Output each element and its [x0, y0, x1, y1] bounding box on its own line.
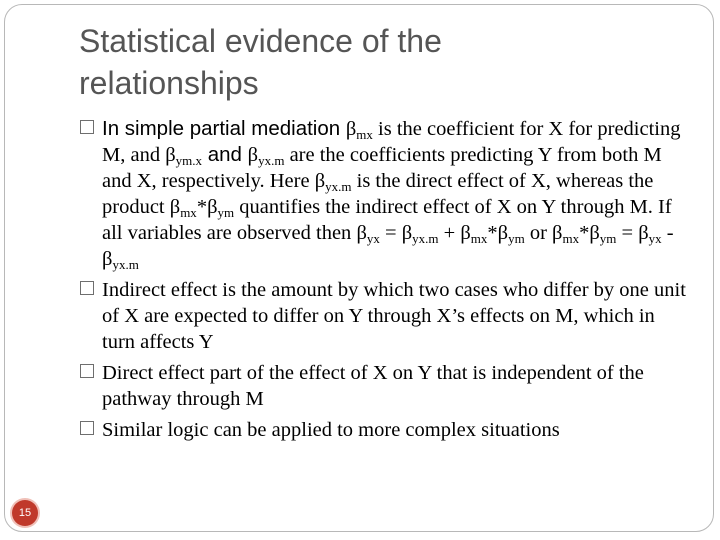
- beta-symbol: β: [247, 144, 259, 166]
- equals-symbol: =: [379, 222, 402, 244]
- title-line-2: relationships: [79, 65, 259, 101]
- multiply-symbol: *: [487, 222, 498, 244]
- bullet-text: is the direct effect of X, whereas the product: [102, 170, 654, 218]
- plus-symbol: +: [438, 222, 461, 244]
- subscript: yx.m: [258, 153, 285, 168]
- bullet-text: Indirect effect is the amount by which two cases who differ by one unit of X are expected to differ on Y through X’s effects on M, which in turn affects Y: [102, 279, 686, 353]
- bullet-item-1: [80, 116, 690, 272]
- beta-symbol: β: [401, 222, 413, 244]
- beta-symbol: β: [102, 248, 113, 270]
- slide-title: [79, 20, 679, 104]
- bullet-text: quantifies the indirect effect of X on Y through M. If all variables are observed then: [102, 196, 672, 244]
- beta-symbol: β: [169, 196, 181, 218]
- beta-symbol: β: [345, 118, 357, 140]
- bullet-item-3: [80, 360, 690, 412]
- multiply-symbol: *: [579, 222, 590, 244]
- beta-symbol: β: [497, 222, 509, 244]
- multiply-symbol: *: [196, 196, 208, 218]
- beta-symbol: β: [552, 222, 563, 244]
- beta-symbol: β: [314, 170, 326, 192]
- bullet-item-2: [80, 277, 690, 355]
- beta-symbol: β: [589, 222, 600, 244]
- subscript: ym.x: [175, 153, 203, 168]
- bullet-box-icon: [80, 421, 94, 435]
- bullet-text: In simple partial mediation: [102, 117, 346, 140]
- subscript: mx: [180, 205, 197, 220]
- page-number-badge: 15: [12, 500, 38, 526]
- bullet-text: Direct effect part of the effect of X on Y that is independent of the pathway through M: [102, 362, 644, 410]
- subscript: yx.m: [412, 231, 439, 246]
- bullet-item-4: [80, 417, 690, 443]
- bullet-box-icon: [80, 120, 94, 134]
- beta-symbol: β: [638, 222, 649, 244]
- subscript: mx: [562, 231, 580, 246]
- beta-symbol: β: [356, 222, 367, 244]
- subscript: yx: [648, 231, 662, 246]
- minus-symbol: -: [661, 222, 674, 244]
- subscript: yx.m: [112, 257, 139, 272]
- beta-symbol: β: [165, 144, 176, 166]
- beta-symbol: β: [460, 222, 471, 244]
- subscript: ym: [599, 231, 617, 246]
- subscript: ym: [508, 231, 525, 246]
- bullet-text: Similar logic can be applied to more complex situations: [102, 419, 560, 441]
- beta-symbol: β: [207, 196, 218, 218]
- bullet-text: and: [202, 143, 248, 166]
- bullet-text: or: [524, 222, 553, 244]
- bullet-text: are the coefficients predicting Y from both M and X, respectively. Here: [102, 144, 662, 192]
- bullet-box-icon: [80, 364, 94, 378]
- subscript: ym: [217, 205, 235, 220]
- subscript: yx: [366, 231, 380, 246]
- equals-symbol: =: [616, 222, 639, 244]
- subscript: mx: [470, 231, 488, 246]
- bullet-box-icon: [80, 281, 94, 295]
- subscript: mx: [356, 127, 373, 142]
- bullet-list: [80, 116, 690, 448]
- subscript: yx.m: [325, 179, 352, 194]
- bullet-text: is the coefficient for X for predicting M, and: [102, 118, 681, 166]
- title-line-1: Statistical evidence of the: [79, 23, 442, 59]
